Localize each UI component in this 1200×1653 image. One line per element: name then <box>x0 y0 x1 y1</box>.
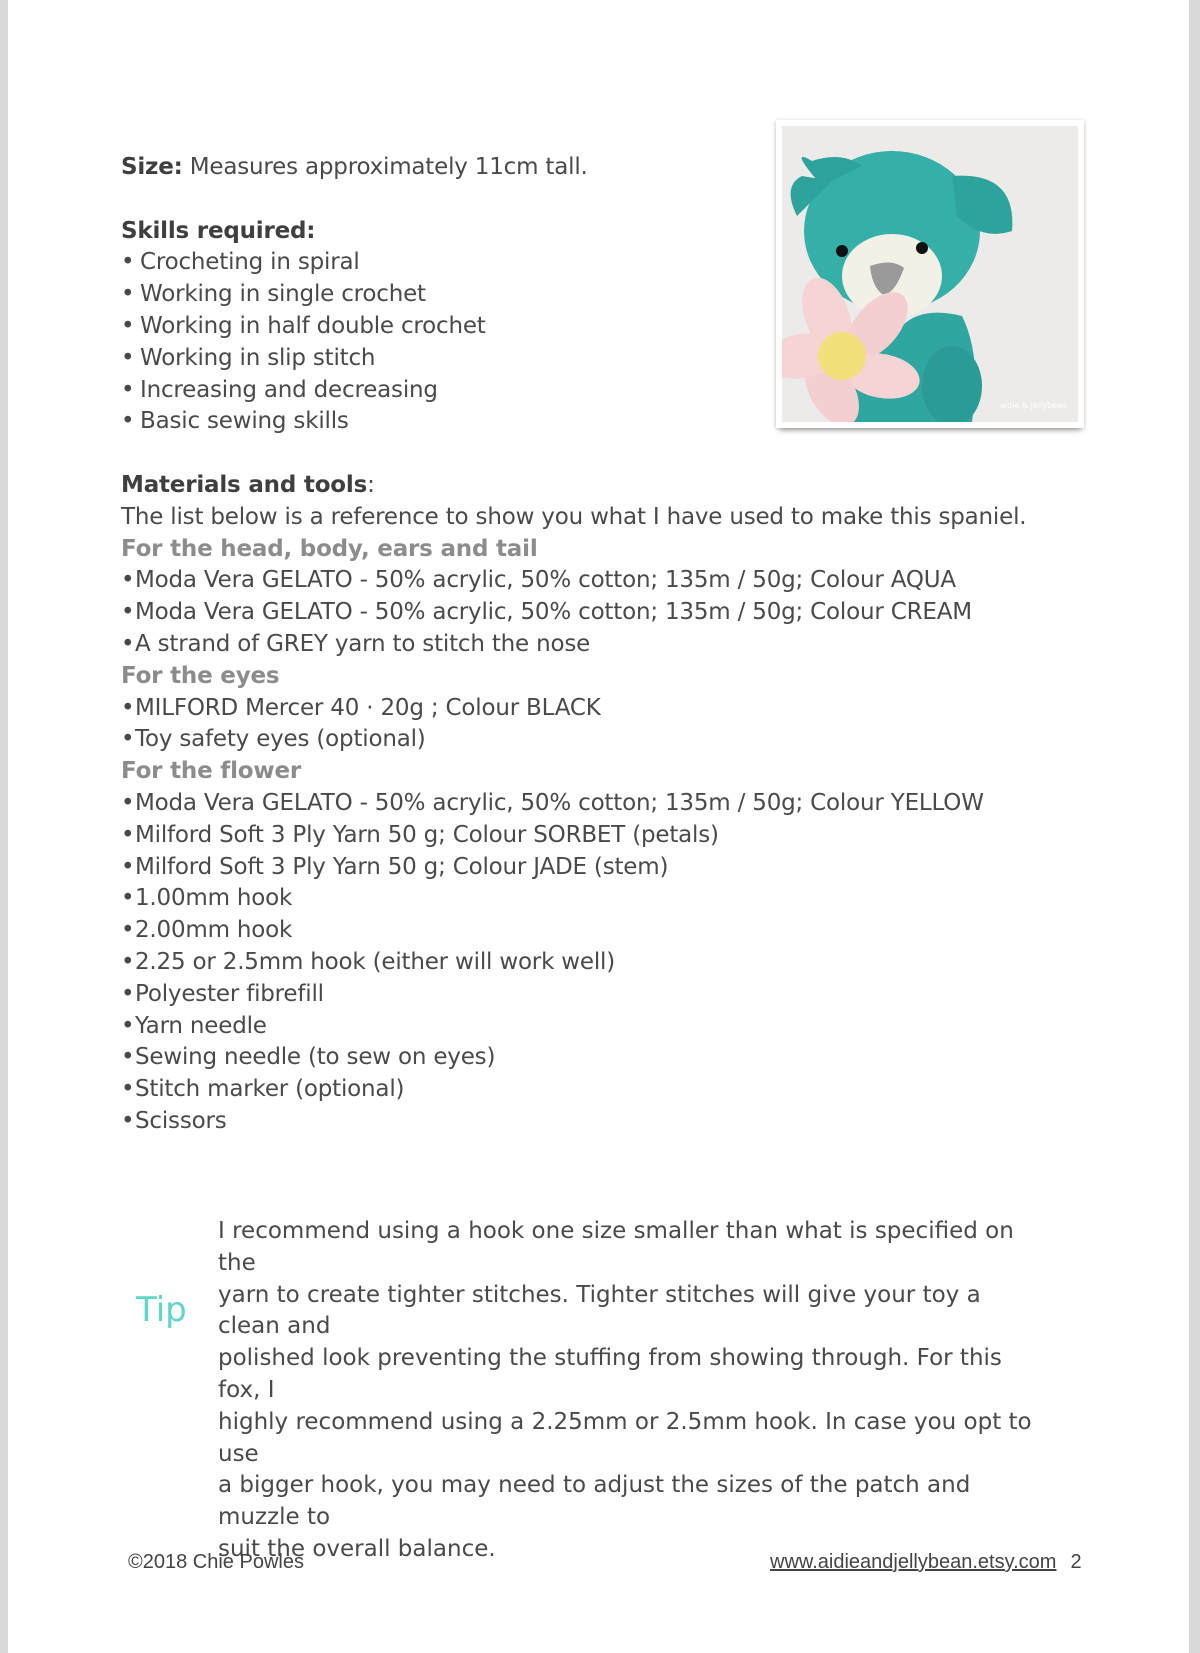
list-item-text: 2.00mm hook <box>135 917 293 944</box>
list-item <box>121 565 1021 597</box>
bullet-icon: • <box>121 1012 135 1039</box>
bullet-icon: • <box>121 726 135 753</box>
list-item <box>121 979 1021 1011</box>
tip-line: yarn to create tighter stitches. Tighter stitches will give your toy a clean and <box>218 1281 981 1340</box>
bullet-icon: • <box>121 408 135 435</box>
eyes-list <box>121 693 1021 757</box>
bullet-icon: • <box>121 312 135 339</box>
tip-line: highly recommend using a 2.25mm or 2.5mm hook. In case you opt to use <box>218 1408 1032 1467</box>
list-item-text: Increasing and decreasing <box>140 376 438 403</box>
list-item <box>121 1011 1021 1043</box>
bullet-icon: • <box>121 281 135 308</box>
list-item <box>121 724 1021 756</box>
list-item-text: Milford Soft 3 Ply Yarn 50 g; Colour JADE (stem) <box>135 853 669 880</box>
list-item <box>121 629 1021 661</box>
head-body-list <box>121 565 1021 660</box>
skills-heading: Skills required: <box>121 217 316 244</box>
list-item <box>121 597 1021 629</box>
list-item-text: 1.00mm hook <box>135 885 293 912</box>
list-item-text: A strand of GREY yarn to stitch the nose <box>135 630 591 657</box>
list-item <box>121 947 1021 979</box>
list-item-text: Yarn needle <box>135 1012 267 1039</box>
bullet-icon: • <box>121 948 135 975</box>
list-item <box>121 279 1021 311</box>
list-item <box>121 820 1021 852</box>
list-item <box>121 883 1021 915</box>
bullet-icon: • <box>121 599 135 626</box>
bullet-icon: • <box>121 917 135 944</box>
bullet-icon: • <box>121 630 135 657</box>
list-item-text: Moda Vera GELATO - 50% acrylic, 50% cotton; 135m / 50g; Colour AQUA <box>135 567 956 594</box>
bullet-icon: • <box>121 853 135 880</box>
document-page <box>8 0 1189 1653</box>
bullet-icon: • <box>121 344 135 371</box>
list-item-text: MILFORD Mercer 40 · 20g ; Colour BLACK <box>135 694 601 721</box>
footer-right <box>770 1551 1082 1574</box>
list-item <box>121 1074 1021 1106</box>
bullet-icon: • <box>121 821 135 848</box>
materials-heading-suffix: : <box>367 471 375 498</box>
list-item <box>121 375 1021 407</box>
list-item-text: Moda Vera GELATO - 50% acrylic, 50% cotton; 135m / 50g; Colour YELLOW <box>135 789 984 816</box>
list-item <box>121 247 1021 279</box>
bullet-icon: • <box>121 567 135 594</box>
list-item-text: Basic sewing skills <box>140 408 349 435</box>
list-item <box>121 343 1021 375</box>
flower-heading: For the flower <box>121 758 301 785</box>
list-item-text: Moda Vera GELATO - 50% acrylic, 50% cotton; 135m / 50g; Colour CREAM <box>135 599 972 626</box>
document-body <box>121 152 1027 1138</box>
list-item <box>121 311 1021 343</box>
list-item-text: Stitch marker (optional) <box>135 1076 405 1103</box>
size-text: Measures approximately 11cm tall. <box>182 154 588 180</box>
list-item-text: Working in slip stitch <box>140 344 376 371</box>
tip-line: suit the overall balance. <box>218 1535 496 1562</box>
bullet-icon: • <box>121 1107 135 1134</box>
footer-shop-link[interactable]: www.aidieandjellybean.etsy.com <box>770 1551 1057 1573</box>
bullet-icon: • <box>121 249 135 276</box>
photo-watermark: aidie & jellybean <box>1000 401 1067 410</box>
tip-text <box>218 1216 1038 1566</box>
list-item-text: Sewing needle (to sew on eyes) <box>135 1044 496 1071</box>
tip-line: I recommend using a hook one size smaller than what is specified on the <box>218 1218 1014 1276</box>
page-number: 2 <box>1070 1551 1082 1573</box>
eyes-heading: For the eyes <box>121 662 280 689</box>
flower-list <box>121 788 1021 1138</box>
list-item-text: Working in single crochet <box>140 281 426 308</box>
tip-label: Tip <box>136 1290 187 1330</box>
list-item-text: Scissors <box>135 1107 227 1134</box>
bullet-icon: • <box>121 885 135 912</box>
bullet-icon: • <box>121 980 135 1007</box>
bullet-icon: • <box>121 376 135 403</box>
materials-intro: The list below is a reference to show you what I have used to make this spaniel. <box>121 503 1027 530</box>
head-body-heading: For the head, body, ears and tail <box>121 535 538 562</box>
list-item <box>121 1106 1021 1138</box>
list-item-text: Polyester fibrefill <box>135 980 324 1007</box>
list-item <box>121 788 1021 820</box>
size-line <box>121 152 1021 184</box>
list-item-text: Crocheting in spiral <box>140 249 360 276</box>
materials-heading-line <box>121 470 1021 502</box>
bullet-icon: • <box>121 1076 135 1103</box>
list-item-text: Toy safety eyes (optional) <box>135 726 426 753</box>
materials-heading: Materials and tools <box>121 471 368 498</box>
skills-list <box>121 247 1021 438</box>
tip-line: a bigger hook, you may need to adjust the sizes of the patch and muzzle to <box>218 1472 971 1531</box>
list-item <box>121 406 1021 438</box>
tip-line: polished look preventing the stuffing from showing through. For this fox, I <box>218 1345 1002 1403</box>
list-item-text: Working in half double crochet <box>140 312 486 339</box>
list-item-text: 2.25 or 2.5mm hook (either will work well) <box>135 948 616 975</box>
list-item <box>121 693 1021 725</box>
list-item <box>121 852 1021 884</box>
bullet-icon: • <box>121 1044 135 1071</box>
list-item <box>121 1042 1021 1074</box>
bullet-icon: • <box>121 789 135 816</box>
size-label: Size: <box>121 154 183 180</box>
list-item-text: Milford Soft 3 Ply Yarn 50 g; Colour SORBET (petals) <box>135 821 719 848</box>
footer-copyright: ©2018 Chie Powles <box>128 1551 304 1573</box>
bullet-icon: • <box>121 694 135 721</box>
list-item <box>121 915 1021 947</box>
